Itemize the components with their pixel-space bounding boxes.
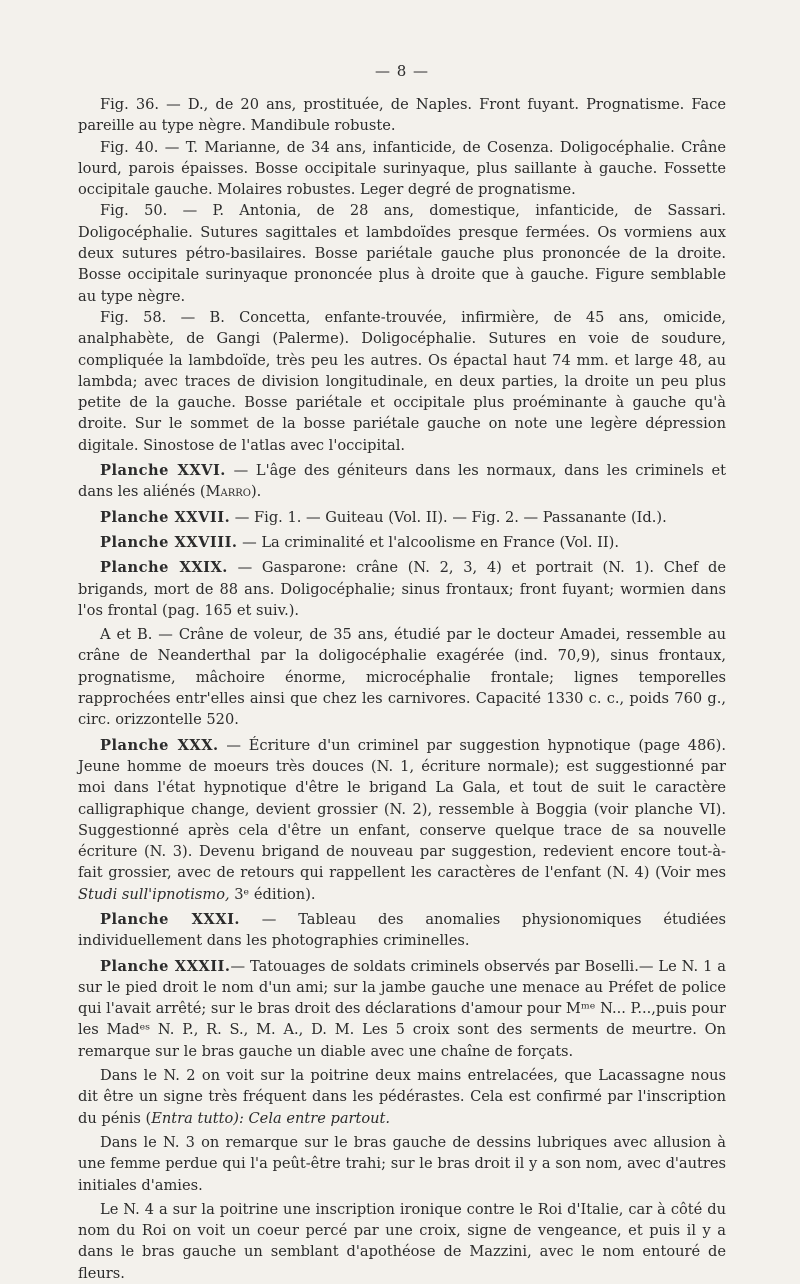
inscription-text: Entra tutto): Cela entre partout. bbox=[151, 1109, 391, 1127]
entry-fig-36 bbox=[78, 94, 726, 137]
plate-heading: Planche XXIX. bbox=[100, 559, 228, 577]
entry-text: — Fig. 1. — Guiteau (Vol. II). — Fig. 2. — Passanante (Id.). bbox=[230, 508, 667, 526]
plate-heading: Planche XXX. bbox=[100, 736, 219, 754]
entry-text: Fig. 36. — D., de 20 ans, prostituée, de Naples. Front fuyant. Prognatisme. Face pareille au type nègre. Mandibule robuste. bbox=[78, 96, 726, 135]
entry-planche-xxvi bbox=[78, 460, 726, 503]
plate-heading: Planche XXXII. bbox=[100, 957, 231, 975]
book-title: Studi sull'ipnotismo, bbox=[78, 885, 230, 903]
entry-planche-xxviii bbox=[78, 532, 726, 553]
entry-text: — La criminalité et l'alcoolisme en France (Vol. II). bbox=[237, 533, 619, 551]
entry-text: — Écriture d'un criminel par suggestion hypnotique (page 486). Jeune homme de moeurs très douces (N. 1, écriture normale); est suggestionné par moi dans l'état hypnotique d'être le brigand La Gala, et tout de suit le caractère calligraphique change, devient grossier (N. 2), ressemble à Boggia (voir planche VI). Suggestionné après cela d'être un enfant, conserve quelque trace de sa nouvelle écriture (N. 3). Devenu brigand de nouveau par suggestion, redevient encore tout-à-fait grossier, avec de retours qui rappellent les caractères de l'enfant (N. 4) (Voir mes bbox=[78, 736, 726, 882]
entry-fig-50 bbox=[78, 200, 726, 306]
plate-heading: Planche XXXI. bbox=[100, 910, 240, 928]
entry-text: Fig. 58. — B. Concetta, enfante-trouvée, infirmière, de 45 ans, omicide, analphabète, de Gangi (Palerme). Doligocéphalie. Sutures en voie de soudure, compliquée la lambdoïde, très peu les autres. Os épactal haut 74 mm. et large 48, au lambda; avec traces de division longitudinale, en deux parties, la droite un peu plus petite de la gauche. Bosse pariétale et occipitale plus proéminante à gauche qu'à droite. Sur le sommet de la bosse pariétale gauche on note une legère dépression digitale. Sinostose de l'atlas avec l'occipital. bbox=[78, 308, 726, 454]
page-number: — 8 — bbox=[374, 62, 430, 80]
entry-text-tail: ). bbox=[250, 483, 262, 501]
entry-text: Le N. 4 a sur la poitrine une inscription ironique contre le Roi d'Italie, car à côté du nom du Roi on voit un coeur percé par une croix, signe de vengeance, et puis il y a dans le bras gauche un semblant d'apothéose de Mazzini, avec le nom entouré de fleurs. bbox=[78, 1200, 726, 1282]
entry-text-tail: 3ᵉ édition). bbox=[229, 885, 316, 903]
plate-heading: Planche XXVII. bbox=[100, 508, 231, 526]
entry-text: A et B. — Crâne de voleur, de 35 ans, étudié par le docteur Amadei, ressemble au crâne de Neanderthal par la doligocéphalie exagérée (ind. 70,9), sinus frontaux, prognatisme, mâchoire énorme, microcéphalie frontale; lignes temporelles rapprochées entr'elles ainsi que chez les carnivores. Capacité 1330 c. c., poids 760 g., circ. orizzontelle 520. bbox=[78, 626, 726, 729]
entry-planche-xxxi bbox=[78, 909, 726, 952]
entry-n4 bbox=[78, 1199, 726, 1284]
entry-text: Dans le N. 3 on remarque sur le bras gauche de dessins lubriques avec allusion à une femme perdue qui l'a peût-être trahi; sur le bras droit il y a son nom, avec d'autres initiales d'amies. bbox=[78, 1133, 726, 1194]
entry-n2 bbox=[78, 1065, 726, 1129]
entry-text: Fig. 50. — P. Antonia, de 28 ans, domestique, infanticide, de Sassari. Doligocéphalie. Sutures sagittales et lambdoïdes presque fermées. Os vormiens aux deux sutures pétro-basilaires. Bosse pariétale gauche plus prononcée de la droite. Bosse occipitale surinyaque prononcée plus à droite que à gauche. Figure semblable au type nègre. bbox=[78, 202, 726, 305]
entry-a-et-b bbox=[78, 624, 726, 730]
entry-planche-xxx bbox=[78, 735, 726, 905]
entry-text: Fig. 40. — T. Marianne, de 34 ans, infanticide, de Cosenza. Doligocéphalie. Crâne lourd, parois épaisses. Bosse occipitale surinyaque, plus saillante à gauche. Fossette occipitale gauche. Molaires robustes. Leger degré de prognatisme. bbox=[78, 138, 726, 199]
entry-fig-58 bbox=[78, 307, 726, 456]
entry-text: — Tatouages de soldats criminels observés par Boselli.— Le N. 1 a sur le pied droit le nom d'un ami; sur la jambe gauche une menace au Préfet de police qui l'avait arrêté; sur le bras droit des déclarations d'amour pour Mᵐᵉ N... P...,puis pour les Madᵉˢ N. P., R. S., M. A., D. M. Les 5 croix sont des serments de meurtre. On remarque sur le bras gauche un diable avec une chaîne de forçats. bbox=[78, 957, 726, 1060]
entry-text: — Gasparone: crâne (N. 2, 3, 4) et portrait (N. 1). Chef de brigands, mort de 88 ans. Doligocéphalie; sinus frontaux; front fuyant; wormien dans l'os frontal (pag. 165 et suiv.). bbox=[78, 559, 726, 619]
entry-text: Dans le N. 2 on voit sur la poitrine deux mains entrelacées, que Lacassagne nous dit être un signe très fréquent dans les pédérastes. Cela est confirmé par l'inscription du pénis ( bbox=[78, 1067, 726, 1127]
entry-planche-xxxii bbox=[78, 956, 726, 1062]
entry-text: — L'âge des géniteurs dans les normaux, dans les criminels et dans les aliénés ( bbox=[78, 462, 726, 501]
entry-fig-40 bbox=[78, 137, 726, 201]
entry-planche-xxix bbox=[78, 557, 726, 621]
plate-heading: Planche XXVIII. bbox=[100, 533, 238, 551]
entry-planche-xxvii bbox=[78, 507, 726, 528]
author-name: Marro bbox=[205, 483, 251, 501]
plate-heading: Planche XXVI. bbox=[100, 462, 226, 480]
entry-text: — Tableau des anomalies physionomiques étudiées individuellement dans les photographies criminelles. bbox=[78, 910, 726, 950]
